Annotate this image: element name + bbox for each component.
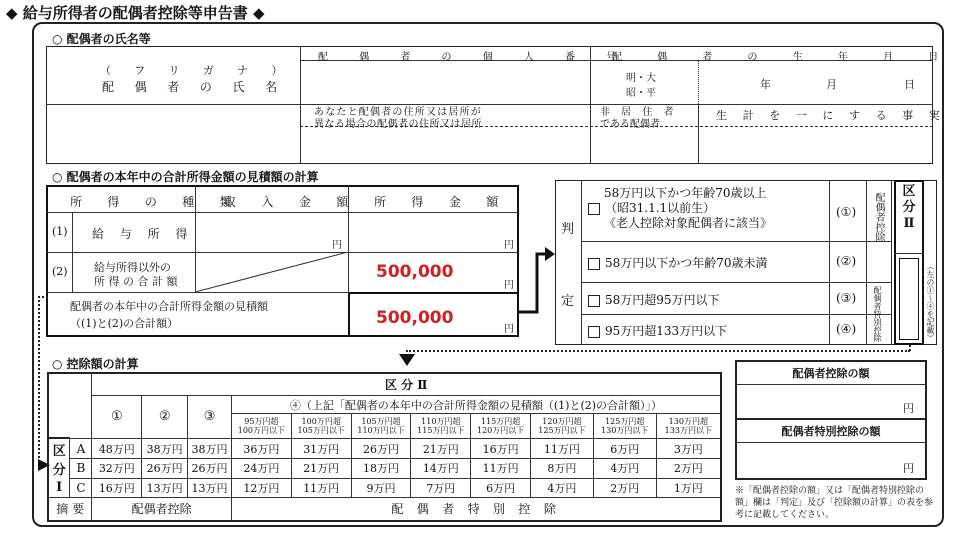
arrow-down (399, 350, 415, 368)
table-row: Ⅰ C 16万円 13万円 13万円 12万円 11万円 9万円 7万円 6万円 4万円 2万円 1万円 (48, 478, 721, 497)
checkbox-4[interactable] (588, 326, 600, 338)
note-text: ※「配偶者控除の額」又は「配偶者特別控除の額」欄は「判定」及び「控除額の計算」の表を参考に記載してください。 (735, 486, 934, 520)
judge-option-1[interactable]: 58万円以下かつ年齢70歳以上 （昭31.1.1以前生） 《老人控除対象配偶者に該当》 (588, 186, 772, 231)
spouse-name-label: 配 偶 者 の 氏 名 (102, 80, 286, 94)
mynumber-label: 配 偶 者 の 個 人 番 号 (318, 52, 631, 63)
deduction-table: 区 分 Ⅱ ① ② ③ ④（上記「配偶者の本年中の合計所得金額の見積額（(1)と(2)の合計額）」） 95万円超 100万円以下 100万円超 105万円以下 105万円超 110万円以下 110万円超 115万円以下 115万円超 120万円以下 120万円超 125万円以下 125万円超 130万円以下 130万円超 133万円以下 区 A 48万円 38万円 38万円 36万円 31万円 26万円 21万円 16万円 11万円 6万円 3万円 分 B 32万円 26万円 26万円 24万円 21万円 18万円 14万円 11万円 8万円 4万円 2万円 Ⅰ C 16万円 13万円 13万円 12万円 11万円 9万円 7万円 6万円 4万円 2万円 1万円 摘 要 配偶者控除 配 偶 者 特 別 控 除 (47, 372, 722, 522)
special-deduction-input[interactable] (737, 442, 925, 478)
spouse-info-header: ○ 配偶者の氏名等 (52, 32, 151, 46)
checkbox-2[interactable] (588, 258, 600, 270)
birthdate-label: 配 偶 者 の 生 年 月 日 (612, 52, 955, 63)
special-deduction-label: 配偶者特別控除の額 (737, 420, 925, 443)
deduction-calc-header: ○ 控除額の計算 (52, 357, 139, 371)
furigana-label: （ フ リ ガ ナ ） (100, 64, 293, 77)
table-row: 区 A 48万円 38万円 38万円 36万円 31万円 26万円 21万円 16万円 11万円 6万円 3万円 (48, 438, 721, 458)
spouse-deduction-label: 配偶者控除の額 (737, 362, 925, 385)
checkbox-3[interactable] (588, 295, 600, 307)
form-title: ◆ 給与所得者の配偶者控除等申告書 ◆ (6, 4, 265, 22)
diagonal-slash (195, 252, 348, 292)
judge-option-3[interactable]: 58万円超95万円以下 (588, 291, 720, 308)
judge-option-2[interactable]: 58万円以下かつ年齢70歳未満 (588, 254, 768, 271)
summary-row: 摘 要 配偶者控除 配 偶 者 特 別 控 除 (48, 497, 721, 521)
other-income-amount[interactable]: 500,000 (376, 262, 454, 282)
arrow-to-judge (519, 240, 555, 320)
total-income-amount[interactable]: 500,000 (376, 308, 454, 328)
kubun2-input[interactable] (899, 258, 919, 340)
checkbox-1[interactable] (588, 203, 600, 215)
judge-option-4[interactable]: 95万円超133万円以下 (588, 322, 727, 339)
spouse-deduction-input[interactable] (737, 384, 925, 420)
table-row: 分 B 32万円 26万円 26万円 24万円 21万円 18万円 14万円 11万円 8万円 4万円 2万円 (48, 459, 721, 478)
income-calc-header: ○ 配偶者の本年中の合計所得金額の見積額の計算 (52, 170, 319, 184)
